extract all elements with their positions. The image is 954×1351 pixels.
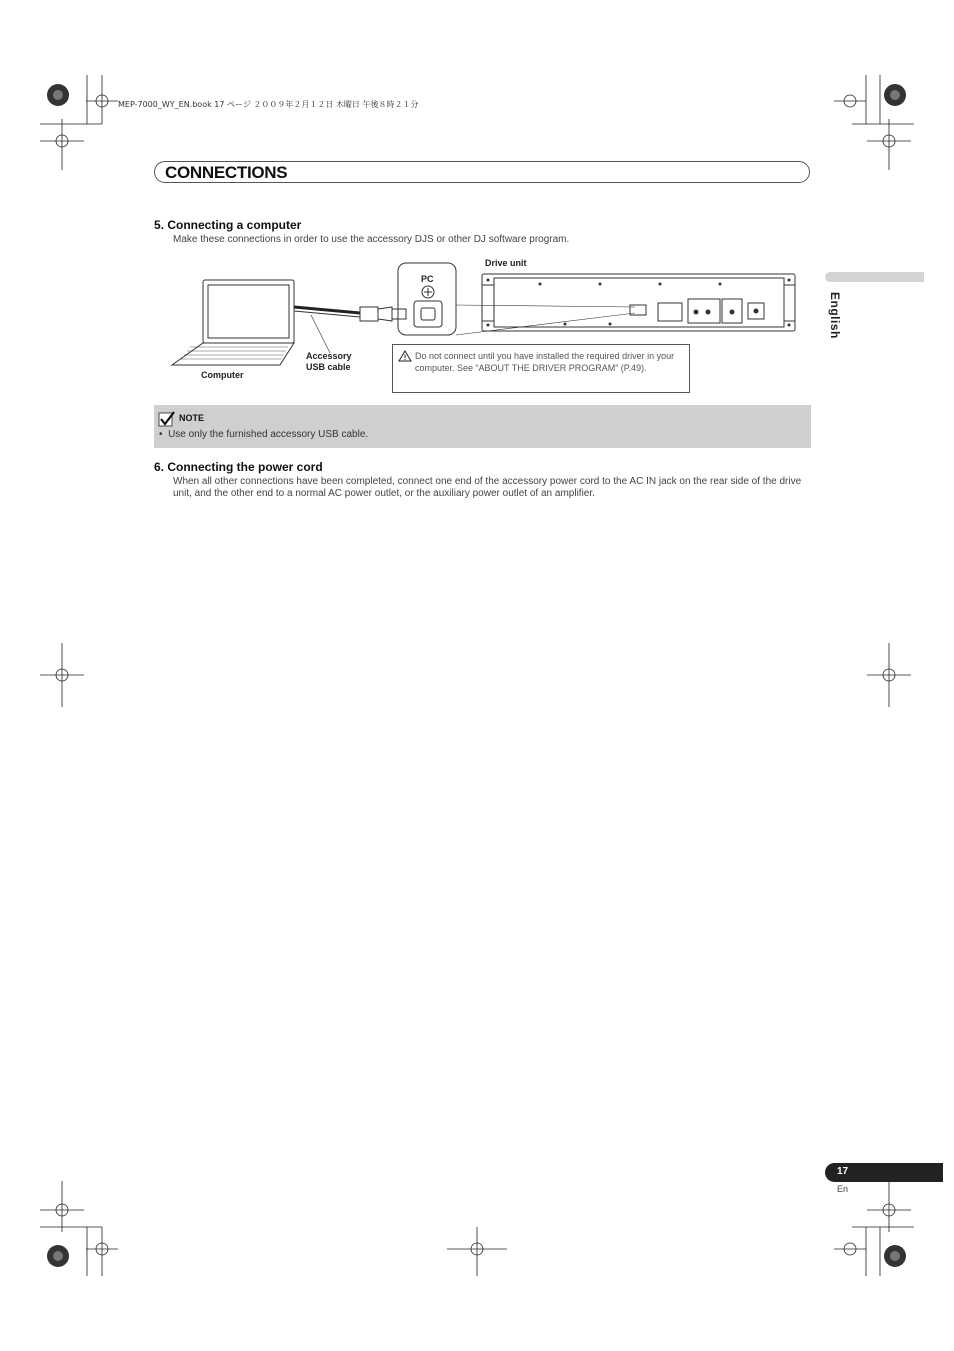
warning-icon [398, 350, 412, 362]
checkmark-icon [158, 411, 176, 427]
step5-text: Make these connections in order to use the accessory DJS or other DJ software program. [173, 234, 570, 245]
step5-heading: 5. Connecting a computer [154, 218, 302, 232]
drive-unit-label: Drive unit [485, 258, 527, 268]
cable-label-line1: Accessory [306, 351, 352, 361]
page-number: 17 [837, 1166, 849, 1177]
page-number-tab [825, 1163, 943, 1182]
caution-box [392, 344, 690, 393]
section-title-bar [154, 161, 810, 183]
language-label: English [828, 292, 842, 339]
pc-label: PC [421, 274, 434, 284]
step6-heading: 6. Connecting the power cord [154, 460, 323, 474]
language-tab [825, 272, 924, 282]
laptop-base [172, 343, 294, 365]
note-title: NOTE [179, 413, 205, 423]
section-title: CONNECTIONS [165, 163, 288, 182]
note-item: • Use only the furnished accessory USB cable. [159, 429, 369, 440]
caution-text: Do not connect until you have installed the required driver in your computer. See “ABOUT THE DRIVER PROGRAM” (P.49). [415, 351, 675, 373]
note-item-text: Use only the furnished accessory USB cable. [168, 429, 369, 440]
print-header: MEP-7000_WY_EN.book 17 ページ ２００９年２月１２日 木曜日 午後８時２１分 [118, 100, 419, 109]
step6-text: When all other connections have been completed, connect one end of the accessory power cord to the AC IN jack on the rear side of the drive unit, and the other end to a normal AC power outlet, or the auxiliary power outlet of an amplifier. [173, 476, 802, 499]
computer-label: Computer [201, 370, 244, 380]
page-language: En [837, 1184, 849, 1194]
note-box [154, 405, 811, 448]
cable-label-line2: USB cable [306, 362, 351, 372]
usb-plug [360, 307, 378, 321]
laptop-screen [203, 280, 294, 343]
